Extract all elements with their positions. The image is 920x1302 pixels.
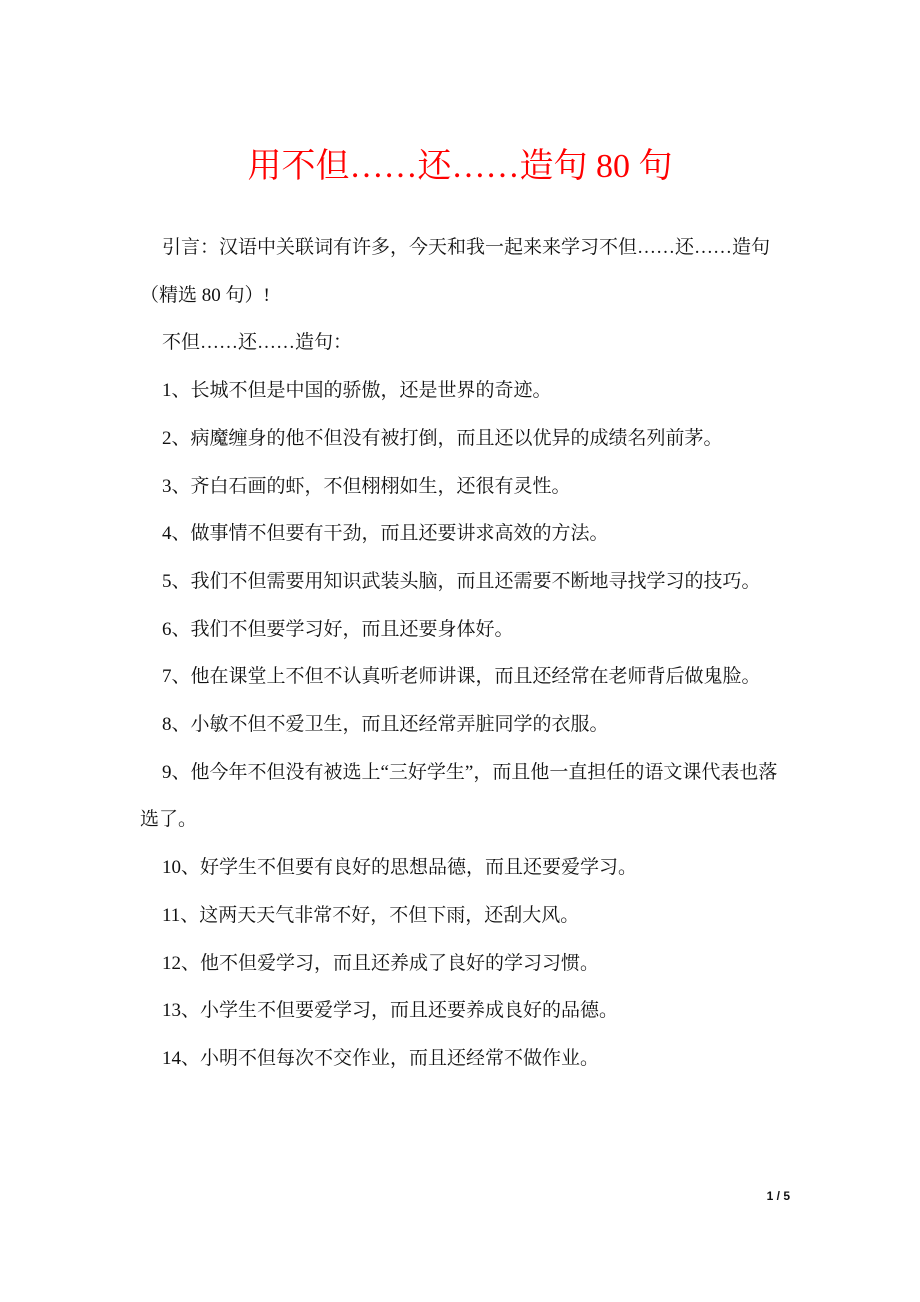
- sentence-item: 6、我们不但要学习好，而且还要身体好。: [162, 618, 514, 640]
- sentence-item: 14、小明不但每次不交作业，而且还经常不做作业。: [162, 1047, 600, 1069]
- subheading: 不但……还……造句：: [162, 332, 353, 354]
- sentence-item: 4、做事情不但要有干劲，而且还要讲求高效的方法。: [162, 523, 609, 545]
- document-title: 用不但……还……造句 80 句: [247, 148, 673, 185]
- sentence-item: 2、病魔缠身的他不但没有被打倒，而且还以优异的成绩名列前茅。: [162, 427, 723, 449]
- sentence-item: 7、他在课堂上不但不认真听老师讲课，而且还经常在老师背后做鬼脸。: [162, 666, 761, 688]
- document-body: [140, 224, 792, 1083]
- sentence-item: 9、他今年不但没有被选上“三好学生”，而且他一直担任的语文课代表也落选了。: [140, 761, 778, 831]
- sentence-item: 10、好学生不但要有良好的思想品德，而且还要爱学习。: [162, 857, 638, 879]
- sentence-item: 5、我们不但需要用知识武装头脑，而且还需要不断地寻找学习的技巧。: [162, 570, 761, 592]
- sentence-item: 11、这两天天气非常不好，不但下雨，还刮大风。: [162, 904, 580, 926]
- sentence-item: 3、齐白石画的虾，不但栩栩如生，还很有灵性。: [162, 475, 571, 497]
- sentence-item: 13、小学生不但要爱学习，而且还要养成良好的品德。: [162, 1000, 619, 1022]
- sentence-item: 12、他不但爱学习，而且还养成了良好的学习习惯。: [162, 952, 600, 974]
- page-number: 1 / 5: [766, 1189, 790, 1203]
- sentence-item: 1、长城不但是中国的骄傲，还是世界的奇迹。: [162, 380, 552, 402]
- sentence-item: 8、小敏不但不爱卫生，而且还经常弄脏同学的衣服。: [162, 714, 609, 736]
- intro-paragraph: 引言：汉语中关联词有许多，今天和我一起来来学习不但……还……造句（精选 80 句）!: [140, 237, 771, 306]
- sentence-list: [140, 367, 792, 1083]
